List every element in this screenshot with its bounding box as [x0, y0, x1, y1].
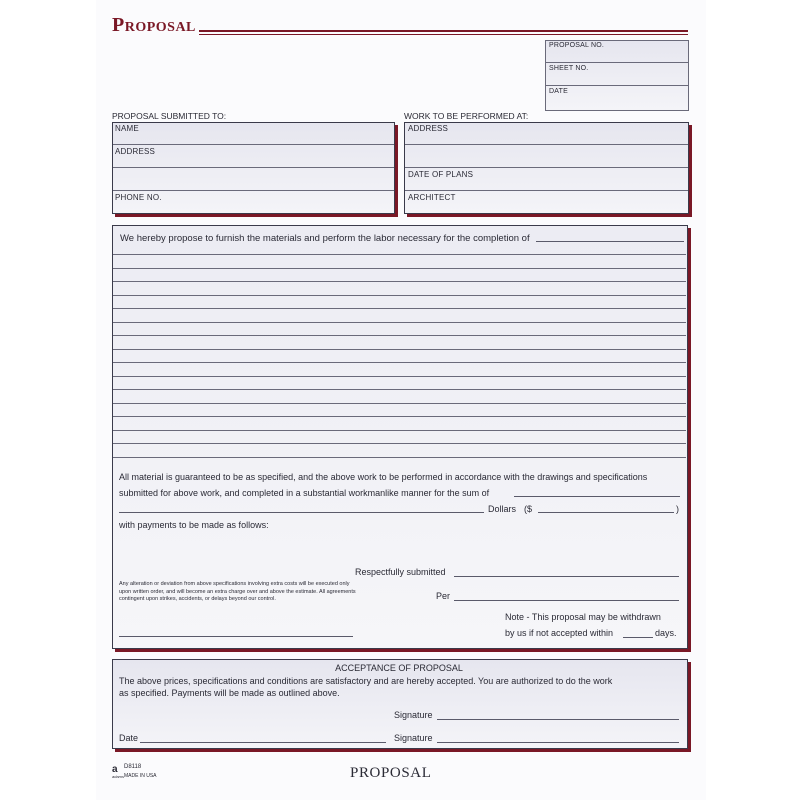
- date-label: DATE: [549, 88, 568, 95]
- signature-line-2: [437, 742, 679, 743]
- svg-text:a: a: [112, 764, 118, 773]
- acceptance-heading: ACCEPTANCE OF PROPOSAL: [335, 663, 463, 673]
- work-description-line: [113, 403, 686, 404]
- proposal-no-label: PROPOSAL NO.: [549, 42, 605, 49]
- sum-line: [514, 496, 680, 497]
- note-within-text: by us if not accepted within: [505, 628, 614, 638]
- work-description-line: [113, 322, 686, 323]
- submitted-to-heading: PROPOSAL SUBMITTED TO:: [112, 111, 227, 121]
- acceptance-date-label: Date: [119, 733, 139, 743]
- acceptance-date-line: [140, 742, 386, 743]
- work-description-line: [113, 295, 686, 296]
- dollar-open: ($: [524, 504, 533, 514]
- acceptance-text-2: as specified. Payments will be made as outlined above.: [119, 688, 340, 698]
- disclaimer-text: Any alteration or deviation from above specifications involving extra costs will be executed only upon written order, and will become an extra charge over and above the estimate. All agreements contingent upon strikes, accidents, or delays beyond our control.: [119, 581, 356, 602]
- dollar-close: ): [676, 504, 679, 514]
- note-text: Note - This proposal may be withdrawn: [505, 612, 661, 622]
- per-line: [454, 600, 679, 601]
- acceptance-text-1: The above prices, specifications and conditions are satisfactory and are hereby accepted. You are authorized to do the work: [119, 676, 613, 686]
- work-description-line: [113, 430, 686, 431]
- days-line: [623, 637, 653, 638]
- brand-text: adams: [112, 774, 125, 779]
- title-rule-thin: [199, 34, 688, 35]
- sheet-no-label: SHEET NO.: [549, 65, 589, 72]
- footer-title: PROPOSAL: [350, 765, 432, 781]
- guarantee-text-2: submitted for above work, and completed in a substantial workmanlike manner for the sum of: [119, 488, 490, 498]
- work-description-line: [113, 281, 686, 282]
- divider: [546, 85, 688, 86]
- work-description-line: [113, 308, 686, 309]
- signature-label-2: Signature: [394, 733, 433, 743]
- work-description-line: [113, 457, 686, 458]
- respectfully-label: Respectfully submitted: [355, 567, 446, 577]
- completion-line: [536, 241, 684, 242]
- guarantee-text-1: All material is guaranteed to be as specified, and the above work to be performed in accordance with the drawings and specifications: [119, 472, 648, 482]
- work-description-line: [113, 254, 686, 255]
- divider: [113, 144, 394, 145]
- address-label: ADDRESS: [115, 147, 156, 156]
- dollars-label: Dollars: [488, 504, 517, 514]
- dollars-words-line: [119, 512, 484, 513]
- work-description-line: [113, 268, 686, 269]
- divider: [405, 167, 688, 168]
- name-label: NAME: [115, 124, 139, 133]
- header-info-box: [545, 40, 689, 111]
- work-description-line: [113, 335, 686, 336]
- days-label: days.: [655, 628, 677, 638]
- architect-label: ARCHITECT: [408, 193, 456, 202]
- work-description-line: [113, 349, 686, 350]
- payments-label: with payments to be made as follows:: [119, 520, 269, 530]
- form-title: Proposal: [112, 14, 196, 36]
- divider: [113, 167, 394, 168]
- divider: [113, 190, 394, 191]
- divider: [405, 190, 688, 191]
- date-of-plans-label: DATE OF PLANS: [408, 170, 474, 179]
- intro-text: We hereby propose to furnish the materials and perform the labor necessary for the completion of: [120, 233, 530, 244]
- work-description-line: [113, 416, 686, 417]
- work-address-label: ADDRESS: [408, 124, 449, 133]
- divider: [405, 144, 688, 145]
- work-description-line: [113, 443, 686, 444]
- signature-label: Signature: [394, 710, 433, 720]
- signature-line: [437, 719, 679, 720]
- dollar-amount-line: [538, 512, 674, 513]
- work-description-line: [113, 362, 686, 363]
- phone-label: PHONE NO.: [115, 193, 162, 202]
- title-rule: [199, 30, 688, 32]
- work-description-line: [113, 376, 686, 377]
- made-in-text: MADE IN USA: [124, 773, 157, 779]
- respectfully-line: [454, 576, 679, 577]
- form-code: D8118: [124, 764, 142, 770]
- work-description-line: [113, 389, 686, 390]
- disclaimer-signature-line: [119, 636, 353, 637]
- divider: [546, 62, 688, 63]
- work-at-heading: WORK TO BE PERFORMED AT:: [404, 111, 529, 121]
- adams-logo-icon: [112, 764, 122, 773]
- per-label: Per: [436, 591, 451, 601]
